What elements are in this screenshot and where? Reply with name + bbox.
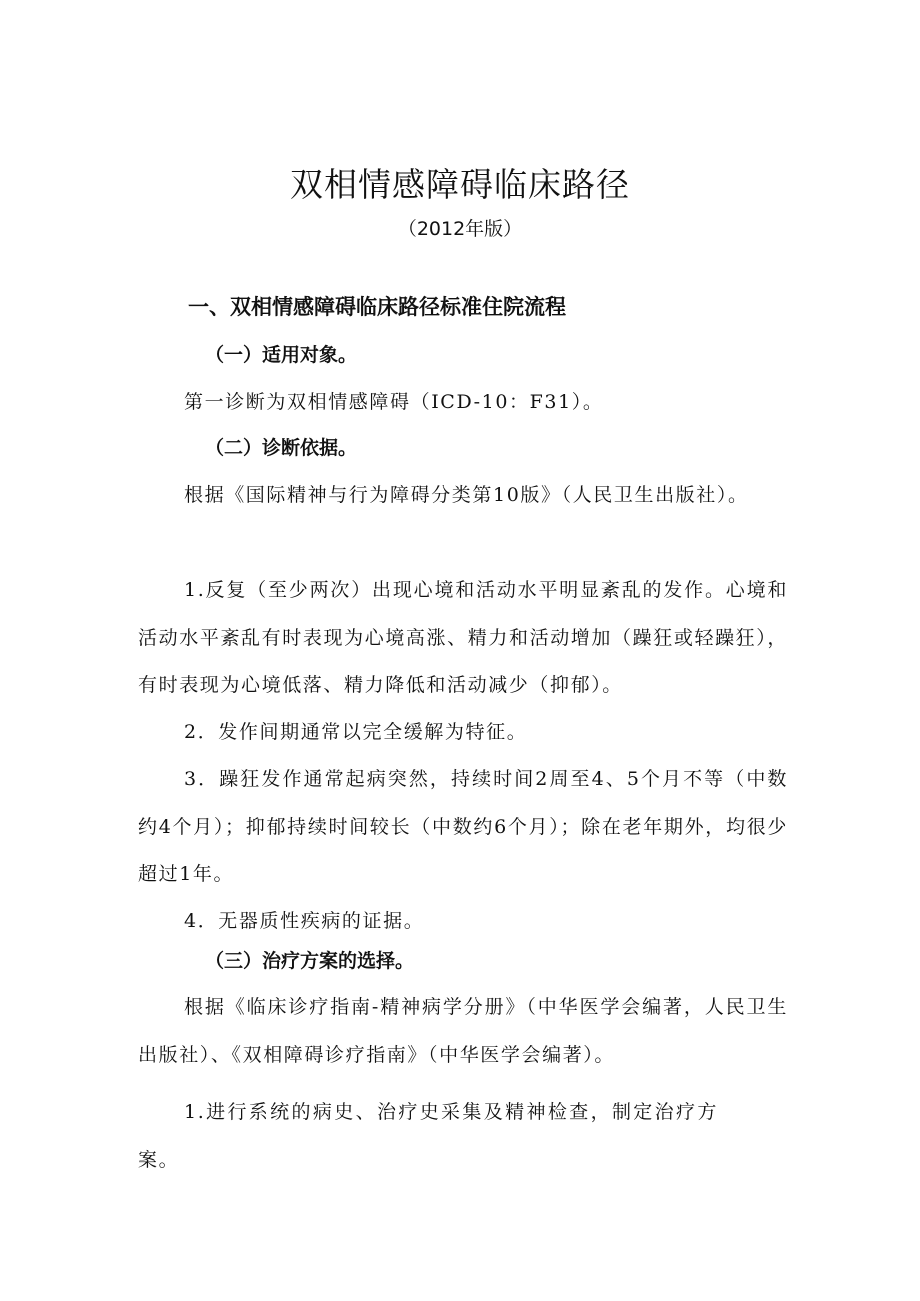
- section-heading-1: 一、双相情感障碍临床路径标准住院流程: [188, 295, 566, 319]
- paragraph-treatment-basis: 根据《临床诊疗指南-精神病学分册》（中华医学会编著，人民卫生出版社）、《双相障碍诊疗指南》（中华医学会编著）。: [138, 996, 788, 1066]
- subsection-heading-treatment: （三）治疗方案的选择。: [205, 950, 415, 972]
- paragraph-diagnosis-basis: 根据《国际精神与行为障碍分类第10版》（人民卫生出版社）。: [184, 484, 749, 506]
- paragraph-treatment-item-1: 1.进行系统的病史、治疗史采集及精神检查，制定治疗方案。: [138, 1101, 718, 1171]
- paragraph-diagnosis-item-3: 3．躁狂发作通常起病突然，持续时间2周至4、5个月不等（中数约4个月）；抑郁持续时间较长（中数约6个月）；除在老年期外，均很少超过1年。: [138, 768, 788, 885]
- document-title: 双相情感障碍临床路径: [290, 165, 630, 204]
- subsection-heading-applicable: （一）适用对象。: [205, 344, 358, 366]
- subsection-heading-diagnosis: （二）诊断依据。: [205, 437, 358, 459]
- paragraph-diagnosis-item-2: 2．发作间期通常以完全缓解为特征。: [184, 721, 528, 743]
- paragraph-diagnosis-item-1: 1.反复（至少两次）出现心境和活动水平明显紊乱的发作。心境和活动水平紊乱有时表现为心境高涨、精力和活动增加（躁狂或轻躁狂），有时表现为心境低落、精力降低和活动减少（抑郁）。: [138, 579, 788, 696]
- paragraph-applicable-target: 第一诊断为双相情感障碍（ICD-10：F31）。: [184, 391, 604, 413]
- paragraph-diagnosis-item-4: 4．无器质性疾病的证据。: [184, 910, 425, 932]
- document-subtitle: （2012年版）: [397, 218, 523, 240]
